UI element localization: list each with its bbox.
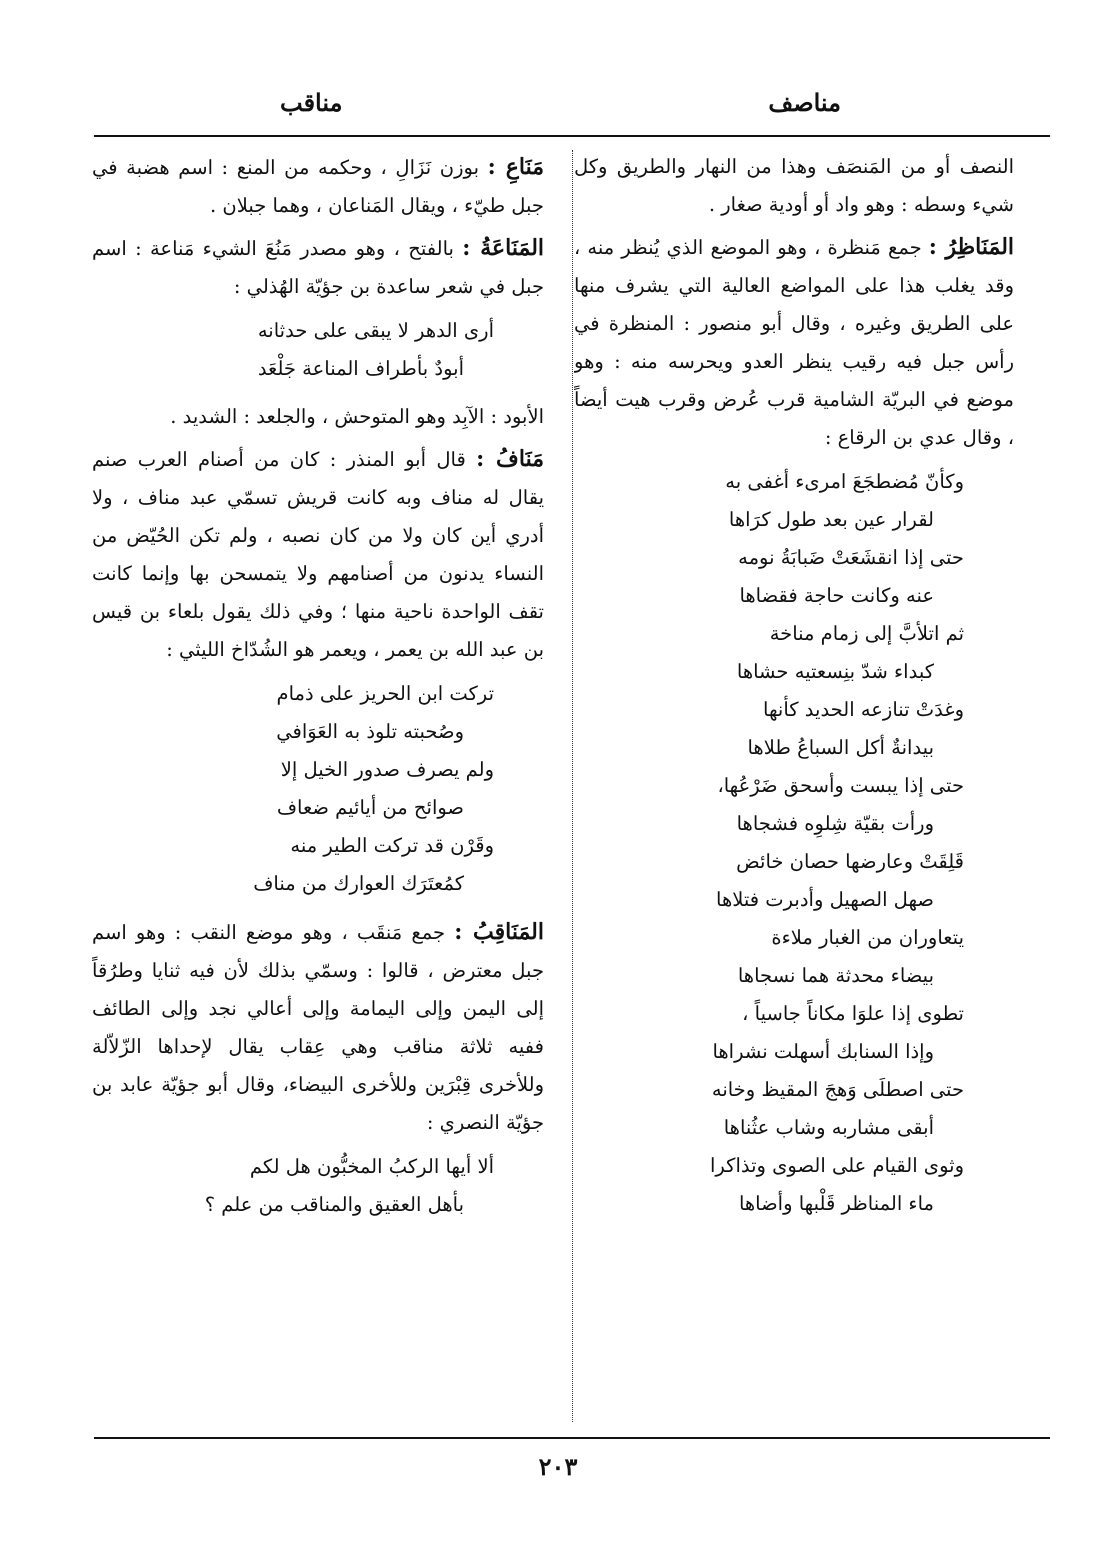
verse-line: يتعاوران من الغبار ملاءة	[771, 926, 964, 949]
left-column	[92, 148, 544, 1423]
verse-line: وقَرْن قد تركت الطير منه	[290, 834, 494, 857]
entry-text: بالفتح ، وهو مصدر مَنُعَ الشيء مَناعة : اسم جبل في شعر ساعدة بن جؤيّة الهُذلي :	[92, 237, 544, 298]
entry-almanaqib	[92, 913, 544, 1142]
entry-almanazir	[574, 228, 1014, 457]
verse-line: حتى اصطلَى وَهجَ المقيظ وخانه	[711, 1078, 964, 1101]
verse-line: بيدانةٌ أكل السباعُ طلاها	[747, 736, 934, 759]
verse-line: كمُعتَرَك العوارك من مناف	[253, 872, 464, 895]
verse-line: تركت ابن الحريز على ذمام	[276, 682, 494, 705]
entry-text: بوزن نَزَالِ ، وحكمه من المنع : اسم هضبة في جبل طيّء ، ويقال المَناعان ، وهما جبلان .	[92, 156, 544, 217]
entry-manaf	[92, 440, 544, 669]
entry-text: جمع مَنظرة ، وهو الموضع الذي يُنظر منه ، وقد يغلب هذا على المواضع العالية التي يشرف منها على الطريق وغيره ، وقال أبو منصور : المنظرة في رأس جبل فيه رقيب ينظر العدو ويحرسه منه : وهو موضع في البريّة الشامية قرب عُرض وقرب هيت أيضاً ، وقال عدي بن الرقاع :	[574, 236, 1014, 449]
entry-text: قال أبو المنذر : كان من أصنام العرب صنم يقال له مناف وبه كانت قريش تسمّي عبد مناف ، ولا أدري أين كان ولا من كان نصبه ، ولم تكن الحُيّض من النساء يدنون من أصنامهم ولا يتمسحن بها وإنما كانت تقف الواحدة ناحية منها ؛ وفي ذلك يقول بلعاء بن قيس بن عبد الله بن يعمر ، ويعمر هو الشُدّاخ الليثي :	[92, 448, 544, 661]
verse-line: وغدَتْ تنازعه الحديد كأنها	[763, 698, 964, 721]
gloss: الأبود : الآبِد وهو المتوحش ، والجلعد : الشديد .	[170, 405, 544, 428]
verse-line: ثم اتلأبَّ إلى زمام مناخة	[769, 622, 964, 645]
verse-line: وصُحبته تلوذ به العَوَافي	[276, 720, 464, 743]
verse-line: حتى إذا انقشَعَتْ ضَبابَةُ نومه	[738, 546, 964, 569]
verse-line: ورأت بقيّة شِلوِه فشجاها	[736, 812, 934, 835]
poem-bala	[92, 675, 544, 903]
verse-line: ولم يصرف صدور الخيل إلا	[280, 758, 494, 781]
verse-line: أرى الدهر لا يبقى على حدثانه	[257, 319, 494, 342]
headword: المَنَاعَةُ :	[462, 235, 544, 261]
footer-rule	[94, 1437, 1050, 1439]
column-divider	[572, 150, 573, 1422]
entry-text: جمع مَنقَب ، وهو موضع النقب : وهو اسم جبل معترض ، قالوا : وسمّي بذلك لأن فيه ثنايا وطرُقاً إلى اليمن وإلى اليمامة وإلى أعالي نجد وإلى الطائف ففيه ثلاثة مناقب وهي عِقاب يقال لإحداها الزّلاّلة وللأخرى قِبْرَين وللأخرى البيضاء، وقال أبو جؤيّة عابد بن جؤيّة النصري :	[92, 921, 544, 1134]
verse-line: ألا أيها الركبُ المخبُّون هل لكم	[249, 1155, 494, 1178]
verse-line: وإذا السنابك أسهلت نشراها	[712, 1040, 934, 1063]
poem-saida	[92, 312, 544, 388]
headword: المَنَاقِبُ :	[454, 919, 544, 945]
verse-line: عنه وكانت حاجة فقضاها	[739, 584, 934, 607]
running-head-right: مناصف	[768, 88, 841, 117]
verse-line: أبقى مشاربه وشاب عثُناها	[723, 1116, 934, 1139]
verse-line: بأهل العقيق والمناقب من علم ؟	[204, 1193, 464, 1216]
verse-line: أبودٌ بأطراف المناعة جَلْعَد	[257, 357, 464, 380]
verse-line: تطوى إذا علوَا مكاناً جاسياً ،	[742, 1002, 964, 1025]
header-rule	[94, 135, 1050, 137]
poem-abu-juayya	[92, 1148, 544, 1224]
right-column	[574, 148, 1014, 1423]
verse-line: بيضاء محدثة هما نسجاها	[737, 964, 934, 987]
verse-line: كبداء شدّ بنِسعتيه حشاها	[736, 660, 934, 683]
entry-manai	[92, 148, 544, 225]
verse-line: صهل الصهيل وأدبرت فتلاها	[716, 888, 934, 911]
verse-line: وثوى القيام على الصوى وتذاكرا	[709, 1154, 964, 1177]
headword: المَنَاظِرُ :	[928, 234, 1014, 260]
verse-line: حتى إذا يبست وأسحق ضَرْعُها،	[717, 774, 964, 797]
continued-text: النصف أو من المَنصَف وهذا من النهار والطريق وكل شيء وسطه : وهو واد أو أودية صغار .	[574, 155, 1014, 216]
headword: مَنَافُ :	[476, 446, 544, 472]
verse-line: وكأنّ مُضطجَعَ امرىء أغفى به	[725, 470, 964, 493]
verse-line: لقرار عين بعد طول كرَاها	[728, 508, 934, 531]
verse-line: ماء المناظر قَلْبها وأضاها	[738, 1192, 934, 1215]
running-head-left: مناقب	[280, 88, 343, 117]
verse-line: صوائح من أيائيم ضعاف	[276, 796, 464, 819]
entry-almanaa	[92, 229, 544, 306]
page-number: ٢٠٣	[538, 1452, 578, 1481]
poem-adi-bin-riqa	[574, 463, 1014, 1223]
verse-line: قَلِقَتْ وعارضها حصان خائض	[736, 850, 964, 873]
headword: مَنَاعِ :	[487, 154, 544, 180]
